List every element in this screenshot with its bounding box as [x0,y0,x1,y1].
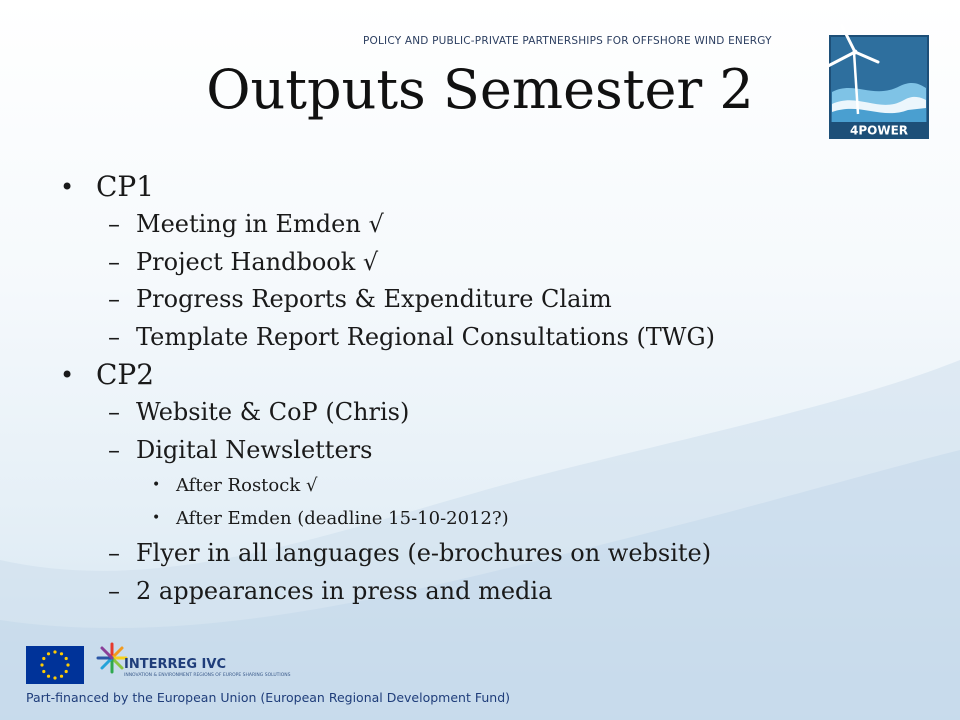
bullet-list [60,168,920,610]
sub-list [96,394,920,610]
list-item [96,535,920,573]
interreg-name: INTERREG IVC [124,657,227,672]
dash-icon: – [108,398,120,426]
sub-list-item [136,502,920,535]
list-item-text: Progress Reports & Expenditure Claim [136,285,612,313]
logo-text: 4POWER [849,123,909,138]
sub-list-item-text: After Rostock √ [176,475,318,496]
list-item-text: Project Handbook √ [136,247,379,276]
dot-icon: • [152,477,161,493]
eu-flag-icon [26,646,84,684]
dash-icon: – [108,210,120,238]
sub-sub-list [136,469,920,535]
list-item-text: Website & CoP (Chris) [136,398,410,426]
list-item [96,394,920,432]
slide-title: Outputs Semester 2 [206,58,754,121]
list-item-text: 2 appearances in press and media [136,576,553,605]
dash-icon: – [108,285,120,313]
list-item-text: Flyer in all languages (e-brochures on website) [136,539,712,567]
list-item [96,432,920,536]
project-tagline: POLICY AND PUBLIC-PRIVATE PARTNERSHIPS FOR OFFSHORE WIND ENERGY [363,35,772,47]
dot-icon: • [152,510,161,526]
section-item [60,168,920,356]
funding-note: Part-financed by the European Union (European Regional Development Fund) [26,690,511,705]
interreg-subtitle: INNOVATION & ENVIRONMENT REGIONS OF EUROPE SHARING SOLUTIONS [124,673,291,678]
section-item [60,356,920,610]
bullet-icon: • [60,361,75,389]
list-item-text: Digital Newsletters [136,435,373,464]
section-label: CP1 [96,170,155,203]
dash-icon: – [108,322,120,351]
list-item-text: Template Report Regional Consultations (TWG) [136,322,716,351]
sub-list [96,206,920,356]
dash-icon: – [108,539,120,567]
list-item [96,573,920,611]
list-item [96,244,920,282]
dash-icon: – [108,576,120,605]
list-item-text: Meeting in Emden √ [136,210,384,238]
sub-list-item-text: After Emden (deadline 15-10-2012?) [176,508,509,529]
list-item [96,319,920,357]
dash-icon: – [108,435,120,464]
list-item [96,281,920,319]
sub-list-item [136,469,920,502]
dash-icon: – [108,247,120,276]
bullet-icon: • [60,173,75,201]
section-label: CP2 [96,358,155,391]
list-item [96,206,920,244]
